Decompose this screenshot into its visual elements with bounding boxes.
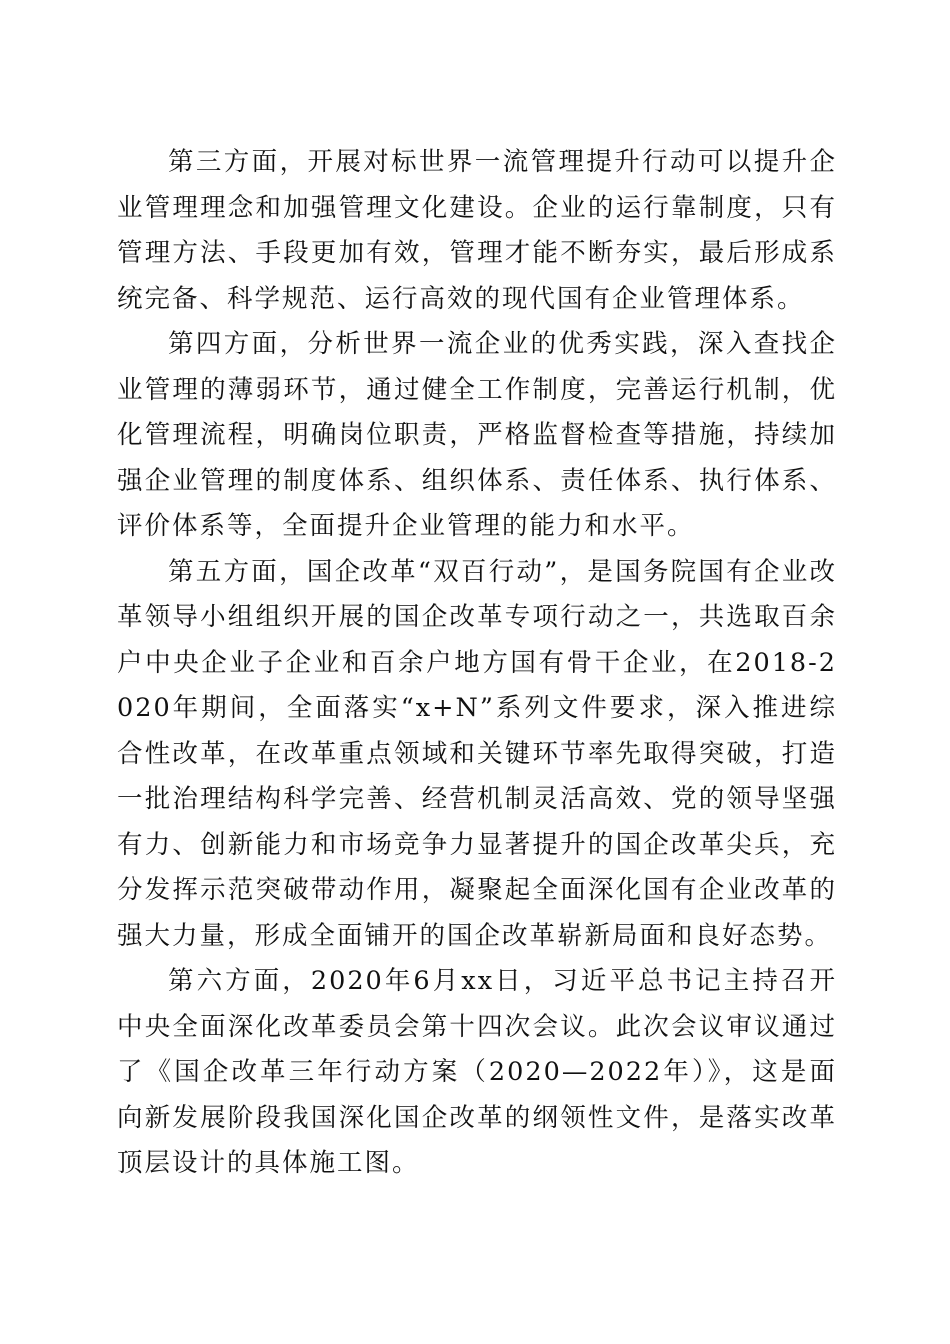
paragraph-sixth-aspect: 第六方面，2020年6月xx日，习近平总书记主持召开中央全面深化改革委员会第十四次会议。此次会议审议通过了《国企改革三年行动方案（2020—2022年）》，这是面向新发展阶段我国深化国企改革的纲领性文件，是落实改革顶层设计的具体施工图。 [117,966,837,1178]
paragraph-fifth-aspect: 第五方面，国企改革“双百行动”，是国务院国有企业改革领导小组组织开展的国企改革专项行动之一，共选取百余户中央企业子企业和百余户地方国有骨干企业，在2018-2020年期间，全面落实“x+N”系列文件要求，深入推进综合性改革，在改革重点领域和关键环节率先取得突破，打造一批治理结构科学完善、经营机制灵活高效、党的领导坚强有力、创新能力和市场竞争力显著提升的国企改革尖兵，充分发挥示范突破带动作用，凝聚起全面深化国有企业改革的强大力量，形成全面铺开的国企改革崭新局面和良好态势。 [117,556,837,951]
paragraph-fourth-aspect: 第四方面，分析世界一流企业的优秀实践，深入查找企业管理的薄弱环节，通过健全工作制度，完善运行机制，优化管理流程，明确岗位职责，严格监督检查等措施，持续加强企业管理的制度体系、组织体系、责任体系、执行体系、评价体系等，全面提升企业管理的能力和水平。 [117,329,837,541]
document-body [117,140,837,1187]
paragraph-third-aspect: 第三方面，开展对标世界一流管理提升行动可以提升企业管理理念和加强管理文化建设。企业的运行靠制度，只有管理方法、手段更加有效，管理才能不断夯实，最后形成系统完备、科学规范、运行高效的现代国有企业管理体系。 [117,147,837,314]
